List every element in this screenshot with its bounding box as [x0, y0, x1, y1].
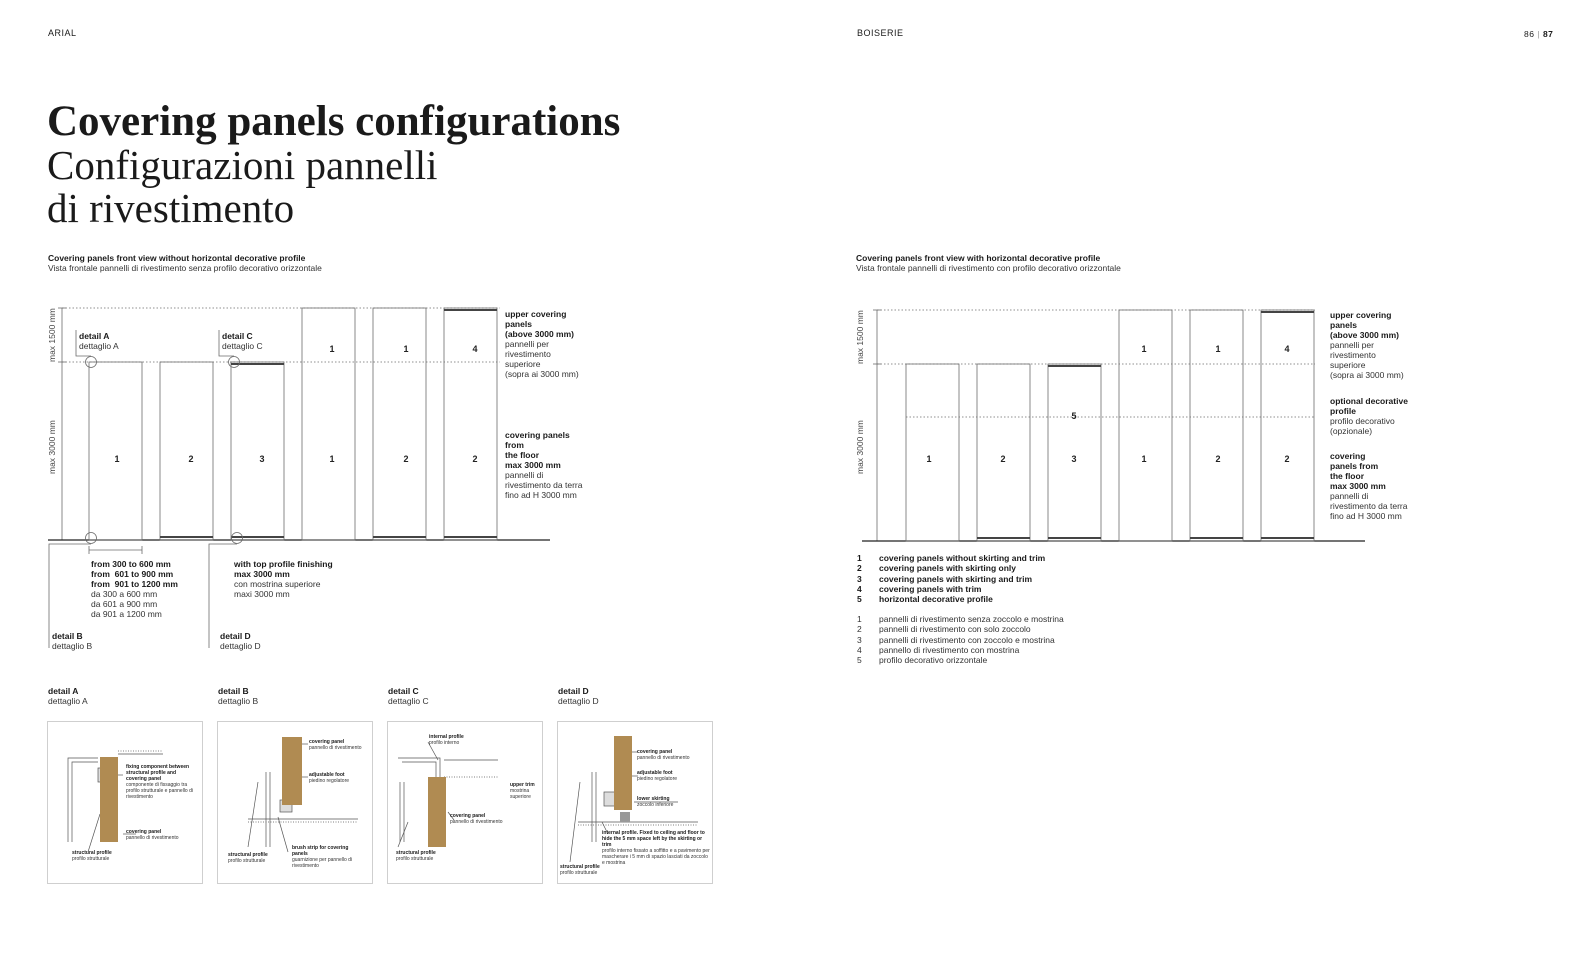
detail-d-title: [558, 686, 599, 706]
floor-label-en-4: max 3000 mm: [505, 460, 561, 470]
r-floor-en-1: covering: [1330, 451, 1366, 461]
detail-b-title: [218, 686, 258, 706]
upper-label-it-1: pannelli per: [505, 339, 549, 349]
detail-c-note-4-it: profilo strutturale: [396, 856, 434, 862]
floor-label-it-1: pannelli di: [505, 470, 544, 480]
detail-a-box: [47, 721, 203, 884]
detail-d-note-1: [637, 749, 690, 761]
left-caption-en: Covering panels front view without horizontal decorative profile: [48, 253, 306, 263]
detail-b-note-4-it: guarnizione per pannello di rivestimento: [292, 857, 353, 869]
upper-label-it-3: superiore: [505, 359, 541, 369]
left-lower-num-4: 1: [329, 454, 335, 464]
right-caption-en: Covering panels front view with horizontal decorative profile: [856, 253, 1101, 263]
left-dim-lower: max 3000 mm: [47, 420, 57, 474]
right-lower-num-4: 1: [1141, 454, 1147, 464]
detail-b-note-3-en: structural profile: [228, 852, 268, 858]
detail-b-title-it: dettaglio B: [218, 696, 259, 706]
right-upper-label: [1330, 310, 1404, 380]
detail-b-note-1-it: pannello di rivestimento: [309, 745, 362, 751]
right-lower-num-3: 3: [1071, 454, 1077, 464]
legend-en-item: 1 covering panels without skirting and trim: [857, 553, 1046, 563]
detail-c-title-en: detail C: [388, 686, 419, 696]
title-it-line2: di rivestimento: [47, 185, 295, 231]
r-floor-en-4: max 3000 mm: [1330, 481, 1386, 491]
detail-b-note-3-it: profilo strutturale: [228, 858, 266, 864]
r-opt-en-1: optional decorative: [1330, 396, 1408, 406]
left-lower-num-1: 1: [114, 454, 120, 464]
detail-c-note-4: [396, 850, 436, 862]
r-floor-it-3: fino ad H 3000 mm: [1330, 511, 1402, 521]
detail-a-note-1-en: fixing component between structural profile and covering panel: [126, 764, 190, 782]
detail-d-note-5: [560, 864, 600, 876]
brand-label: ARIAL: [48, 28, 77, 38]
r-upper-it-3: superiore: [1330, 360, 1366, 370]
left-lower-num-2: 2: [188, 454, 194, 464]
detail-c-it: dettaglio C: [222, 341, 263, 351]
r-upper-it-2: rivestimento: [1330, 350, 1376, 360]
r-upper-it-4: (sopra ai 3000 mm): [1330, 370, 1404, 380]
r-opt-it-1: profilo decorativo: [1330, 416, 1395, 426]
right-lower-num-6: 2: [1284, 454, 1290, 464]
legend-it-item: 4 pannello di rivestimento con mostrina: [857, 644, 1020, 655]
left-upper-num-2: 1: [403, 344, 409, 354]
top-profile-en-2: max 3000 mm: [234, 569, 290, 579]
detail-d-note-4: [602, 830, 710, 866]
r-floor-en-2: panels from: [1330, 461, 1379, 471]
detail-a-note-1-it: componente di fissaggio tra profilo strutturale e pannello di rivestimento: [126, 782, 193, 800]
detail-b-title-en: detail B: [218, 686, 249, 696]
right-lower-num-1: 1: [926, 454, 932, 464]
legend-en: [857, 553, 1045, 604]
upper-label-en-1: upper covering: [505, 309, 567, 319]
detail-a-note-3: [72, 850, 112, 862]
detail-c-note-4-en: structural profile: [396, 850, 436, 856]
detail-c-note-1: [429, 734, 464, 746]
width-it-3: da 901 a 1200 mm: [91, 609, 162, 619]
detail-c-note-3: [450, 813, 503, 825]
detail-a-note-2-en: covering panel: [126, 829, 162, 835]
floor-label-it-3: fino ad H 3000 mm: [505, 490, 577, 500]
detail-d-box: [557, 721, 713, 884]
detail-d-note-4-en: internal profile. Fixed to ceiling and floor to hide the 5 mm space left by the skirting or trim: [602, 830, 705, 848]
detail-c-note-3-it: pannello di rivestimento: [450, 819, 503, 825]
right-optional-label: [1330, 396, 1408, 436]
left-upper-num-1: 1: [329, 344, 335, 354]
r-upper-en-1: upper covering: [1330, 310, 1392, 320]
left-upper-num-3: 4: [472, 344, 478, 354]
legend-en-item: 4 covering panels with trim: [857, 583, 982, 594]
right-panel-2: [977, 364, 1030, 541]
legend-it-item: 3 pannelli di rivestimento con zoccolo e mostrina: [857, 634, 1055, 645]
floor-label-it-2: rivestimento da terra: [505, 480, 583, 490]
right-upper-num-3: 4: [1284, 344, 1290, 354]
detail-a-title-it: dettaglio A: [48, 696, 88, 706]
detail-c-note-2-en: upper trim: [510, 782, 535, 788]
detail-d-note-5-it: profilo strutturale: [560, 870, 598, 876]
upper-label-it-2: rivestimento: [505, 349, 551, 359]
title-it-line1: Configurazioni pannelli: [47, 142, 438, 188]
right-lower-num-2: 2: [1000, 454, 1006, 464]
detail-a-title-en: detail A: [48, 686, 79, 696]
right-profile-num: 5: [1071, 411, 1077, 421]
detail-d-note-2-en: adjustable foot: [637, 770, 673, 776]
right-lower-num-5: 2: [1215, 454, 1221, 464]
detail-a-wood: [100, 757, 118, 842]
r-opt-it-2: (opzionale): [1330, 426, 1373, 436]
r-upper-en-3: (above 3000 mm): [1330, 330, 1399, 340]
title-en: Covering panels configurations: [47, 98, 621, 145]
r-opt-en-2: profile: [1330, 406, 1356, 416]
detail-d-title-en: detail D: [558, 686, 589, 696]
detail-c-wood: [428, 777, 446, 847]
legend-it-item: 5 profilo decorativo orizzontale: [857, 655, 988, 666]
top-profile-en-1: with top profile finishing: [234, 559, 333, 569]
detail-c-note-1-en: internal profile: [429, 734, 464, 740]
detail-a-note-1: [126, 764, 198, 800]
detail-b-en: detail B: [52, 631, 83, 641]
right-dim-upper: max 1500 mm: [855, 310, 865, 364]
detail-b-note-2: [309, 772, 349, 784]
detail-c-title-it: dettaglio C: [388, 696, 429, 706]
r-upper-en-2: panels: [1330, 320, 1357, 330]
page-current: 87: [1542, 29, 1554, 39]
r-floor-it-1: pannelli di: [1330, 491, 1369, 501]
right-panel-1: [906, 364, 959, 541]
detail-a-title: [48, 686, 88, 706]
detail-b-note-4-en: brush strip for covering panels: [292, 845, 349, 857]
width-it-2: da 601 a 900 mm: [91, 599, 158, 609]
detail-a-note-3-it: profilo strutturale: [72, 856, 110, 862]
left-lower-num-6: 2: [472, 454, 478, 464]
detail-b-box: [217, 721, 373, 884]
detail-c-note-2: [510, 782, 540, 800]
detail-b-note-4: [292, 845, 364, 869]
width-it-1: da 300 a 600 mm: [91, 589, 158, 599]
detail-c-note-3-en: covering panel: [450, 813, 486, 819]
page-prev: 86: [1524, 29, 1535, 39]
detail-a-note-3-en: structural profile: [72, 850, 112, 856]
r-floor-it-2: rivestimento da terra: [1330, 501, 1408, 511]
detail-b-note-2-en: adjustable foot: [309, 772, 345, 778]
legend-en-item: 2 covering panels with skirting only: [857, 563, 1016, 574]
left-lower-num-5: 2: [403, 454, 409, 464]
detail-b-note-1-en: covering panel: [309, 739, 345, 745]
floor-label-en-1: covering panels: [505, 430, 570, 440]
detail-b-note-1: [309, 739, 362, 751]
detail-d-note-2-it: piedino regolatore: [637, 776, 678, 782]
detail-b-note-3: [228, 852, 268, 864]
detail-d-note-3: [637, 796, 673, 808]
r-upper-it-1: pannelli per: [1330, 340, 1374, 350]
left-lower-num-3: 3: [259, 454, 265, 464]
detail-d-it: dettaglio D: [220, 641, 261, 651]
right-panel-3: [1048, 364, 1101, 541]
detail-a-note-2: [126, 829, 198, 841]
left-caption-it: Vista frontale pannelli di rivestimento senza profilo decorativo orizzontale: [48, 263, 322, 273]
right-upper-num-1: 1: [1141, 344, 1147, 354]
page-numbers: 86 | 87: [1524, 29, 1554, 39]
detail-c-box: [387, 721, 543, 884]
detail-c-title: [388, 686, 429, 706]
upper-label-en-3: (above 3000 mm): [505, 329, 574, 339]
detail-d-note-1-en: covering panel: [637, 749, 673, 755]
detail-a-note-2-it: pannello di rivestimento: [126, 835, 179, 841]
detail-d-title-it: dettaglio D: [558, 696, 599, 706]
right-caption-it: Vista frontale pannelli di rivestimento con profilo decorativo orizzontale: [856, 263, 1121, 273]
legend-en-item: 5 horizontal decorative profile: [857, 594, 993, 605]
detail-b-it: dettaglio B: [52, 641, 93, 651]
left-dim-upper: max 1500 mm: [47, 308, 57, 362]
width-en-3: from 901 to 1200 mm: [91, 579, 178, 589]
detail-d-note-3-en: lower skirting: [637, 796, 670, 802]
detail-d-note-3-it: zoccolo inferiore: [637, 802, 674, 808]
legend-it: [857, 614, 1064, 665]
width-en-2: from 601 to 900 mm: [91, 569, 174, 579]
right-floor-label: [1330, 451, 1407, 521]
legend-en-item: 3 covering panels with skirting and trim: [857, 573, 1033, 584]
detail-d-wood: [614, 736, 632, 810]
detail-c-en: detail C: [222, 331, 253, 341]
r-floor-en-3: the floor: [1330, 471, 1364, 481]
upper-label-en-2: panels: [505, 319, 532, 329]
top-profile-it-2: maxi 3000 mm: [234, 589, 290, 599]
floor-label-en-3: the floor: [505, 450, 539, 460]
detail-d-note-2: [637, 770, 677, 782]
legend-it-item: 2 pannelli di rivestimento con solo zoccolo: [857, 624, 1031, 635]
right-dim-lower: max 3000 mm: [855, 420, 865, 474]
detail-c-note-2-it: mostrina superiore: [510, 788, 531, 800]
detail-c-note-1-it: profilo interno: [429, 740, 460, 746]
upper-label-it-4: (sopra ai 3000 mm): [505, 369, 579, 379]
detail-a-it: dettaglio A: [79, 341, 119, 351]
detail-b-wood: [282, 737, 302, 805]
detail-d-note-1-it: pannello di rivestimento: [637, 755, 690, 761]
top-profile-it-1: con mostrina superiore: [234, 579, 321, 589]
section-label: BOISERIE: [857, 28, 904, 38]
detail-d-note-5-en: structural profile: [560, 864, 600, 870]
width-en-1: from 300 to 600 mm: [91, 559, 171, 569]
floor-label-en-2: from: [505, 440, 524, 450]
right-upper-num-2: 1: [1215, 344, 1221, 354]
legend-it-item: 1 pannelli di rivestimento senza zoccolo e mostrina: [857, 614, 1064, 624]
detail-a-en: detail A: [79, 331, 110, 341]
detail-d-note-4-it: profilo interno fissato a soffitto e a pavimento per mascherare i 5 mm di spazio lasciati da zoccolo e mostrina: [602, 848, 710, 866]
detail-d-en: detail D: [220, 631, 251, 641]
detail-b-note-2-it: piedino regolatore: [309, 778, 350, 784]
